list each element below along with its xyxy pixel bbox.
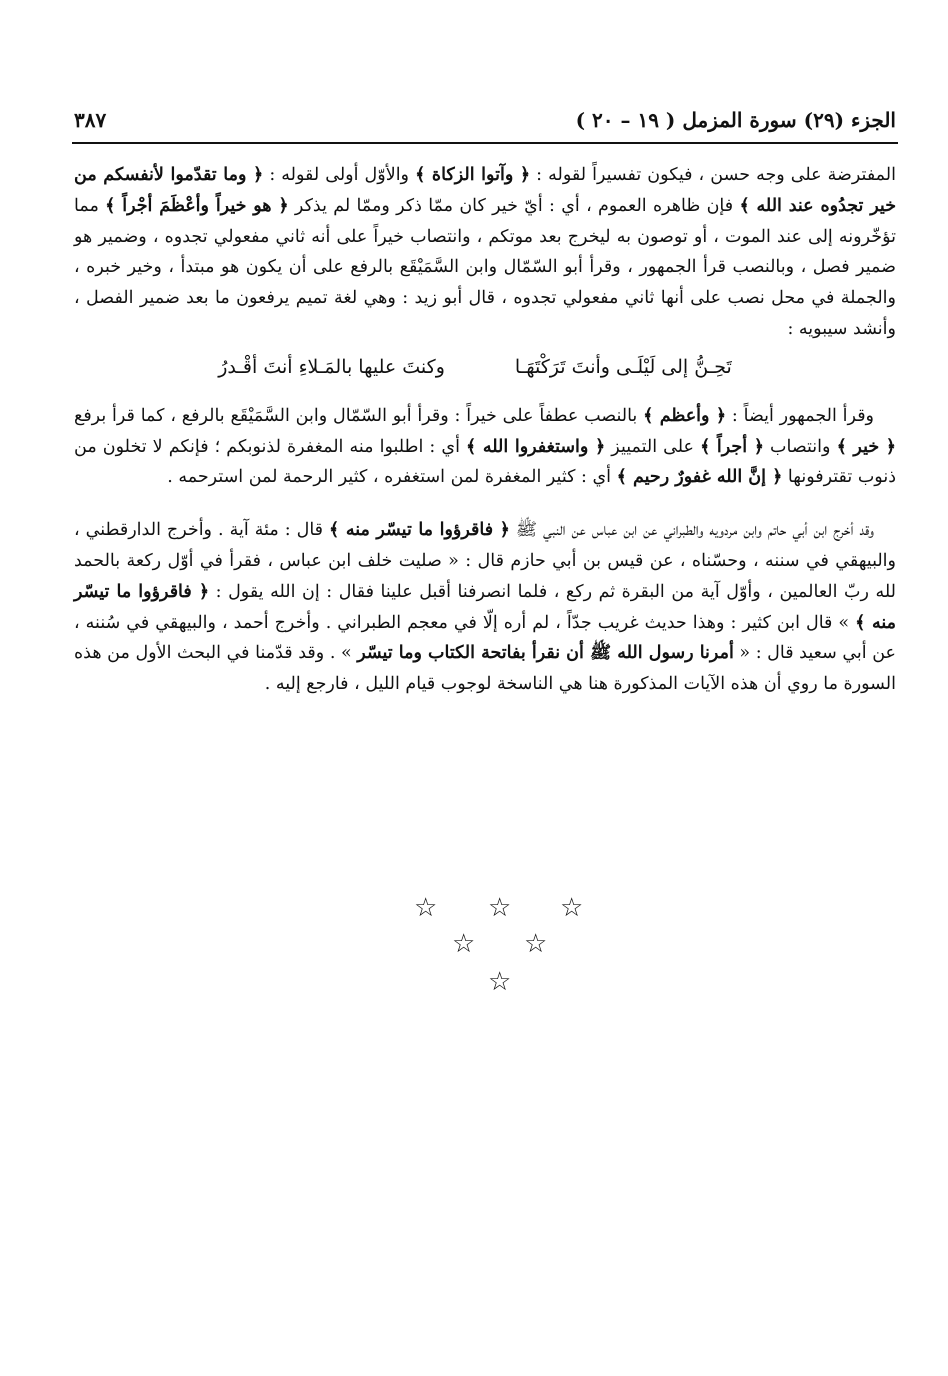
page-body: [74, 160, 896, 700]
text-run: وانتصاب: [763, 436, 837, 457]
quran-quote: ﴿ خير ﴾: [836, 436, 897, 457]
star-icon: ☆: [524, 929, 548, 959]
text-run: قال : مئة آية . وأخرج الدارقطني ، والبيهقي في سننه ، وحسّناه ، عن قيس بن أبي حازم قال : « صليت خلف ابن عباس ، فقرأ في أوّل ركعة بالحمد لله ربّ العالمين ، وأوّل آية من البقرة ثم ركع ، فلما انصرفنا أقبل علينا فقال : إن الله يقول :: [74, 520, 896, 602]
header-rule: [72, 142, 898, 144]
text-run: » قال ابن كثير : وهذا حديث غريب جدّاً ، لم أره إلّا في معجم الطبراني . وأخرج أحمد ، والبيهقي في سُننه ، عن أبي سعيد قال : «: [74, 612, 896, 664]
quran-quote: ﴿ وأعظم ﴾: [643, 405, 727, 426]
text-run: والأوّل أولى لقوله :: [263, 165, 416, 185]
spacer: [74, 493, 896, 515]
page-header: [74, 108, 896, 138]
text-run: أي : كثير المغفرة لمن استغفره ، كثير الرحمة لمن استرحمه .: [167, 467, 617, 488]
star-icon: ☆: [488, 893, 512, 923]
verse-hemistich-first: تَحِـنُّ إلى لَيْلَـى وأنتَ تَرَكْتَهَـا: [514, 355, 732, 378]
text-run: أي : اطلبوا منه المغفرة لذنوبكم ؛ فإنكم لا تخلون من ذنوب تقترفونها: [74, 436, 896, 488]
verse-hemistich-second: وكنتَ عليها بالمَـلاءِ أنتَ أقْـدرُ: [218, 355, 445, 378]
page-number: ٣٨٧: [74, 108, 107, 132]
quran-quote: ﴿ فاقرؤوا ما تيسّر منه ﴾: [74, 581, 896, 633]
text-run: » . وقد قدّمنا في البحث الأول من هذه السورة ما روي أن هذه الآيات المذكورة هنا هي الناسخة لوجوب قيام الليل ، فارجع إليه .: [74, 643, 896, 695]
quran-quote: ﴿ فاقرؤوا ما تيسّر منه ﴾: [329, 520, 510, 541]
text-run: فإن ظاهره العموم ، أي : أيّ خير كان ممّا ذكر وممّا لم يذكر: [288, 195, 740, 216]
quran-quote: ﴿ إنَّ الله غفورٌ رحيم ﴾: [616, 467, 783, 488]
poetry-verse: [74, 345, 896, 389]
text-run: بالنصب عطفاً على خيراً : وقرأ أبو السّمّال وابن السَّمَيْقَع بالرفع ، كما قرأ برفع: [74, 405, 644, 426]
star-icon: ☆: [414, 893, 438, 923]
star-icon: ☆: [488, 967, 512, 997]
paragraph-2: [74, 401, 896, 493]
star-icon: ☆: [452, 929, 476, 959]
quran-quote: ﴿ هو خيراً وأعْظَمَ أجْراً ﴾: [105, 195, 289, 216]
spacer: [74, 389, 896, 401]
quran-quote: ﴿ وما تقدّموا لأنفسكم من خير تجدُوه عند الله ﴾: [74, 165, 897, 216]
star-icon: ☆: [560, 893, 584, 923]
text-run: وقد أخرج ابن أبي حاتم وابن مردويه والطبراني عن ابن عباس عن النبي ﷺ: [509, 520, 874, 541]
paragraph-1: [74, 160, 896, 345]
text-run: المفترضة على وجه حسن ، فيكون تفسيراً لقوله :: [530, 165, 896, 185]
text-run: وقرأ الجمهور أيضاً :: [726, 405, 875, 426]
quran-quote: ﴿ واستغفروا الله ﴾: [466, 436, 606, 457]
hadith-quote: أمرنا رسول الله ﷺ أن نقرأ بفاتحة الكتاب وما تيسّر: [357, 643, 734, 664]
paragraph-3: [74, 515, 896, 700]
running-title: الجزء (٢٩) سورة المزمل ( ١٩ – ٢٠ ): [575, 108, 896, 132]
quran-quote: ﴿ وآتوا الزكاة ﴾: [415, 165, 531, 185]
text-run: مما تؤخّرونه إلى عند الموت ، أو توصون به ليخرج بعد موتكم ، وانتصاب خيراً على أنه ثاني مفعولي تجدوه ، وضمير هو ضمير فصل ، وبالنصب قرأ الجمهور ، وقرأ أبو السّمّال وابن السَّمَيْقَع بالرفع على أن يكون هو مبتدأ ، وخير خبره ، والجملة في محل نصب على أنها ثاني مفعولي تجدوه ، قال أبو زيد : وهي لغة تميم يرفعون ما بعد ضمير الفصل ، وأنشد سيبويه :: [74, 195, 896, 339]
text-run: على التمييز: [605, 436, 701, 457]
quran-quote: ﴿ أجراً ﴾: [700, 436, 764, 457]
section-end-ornament: [400, 895, 600, 1015]
